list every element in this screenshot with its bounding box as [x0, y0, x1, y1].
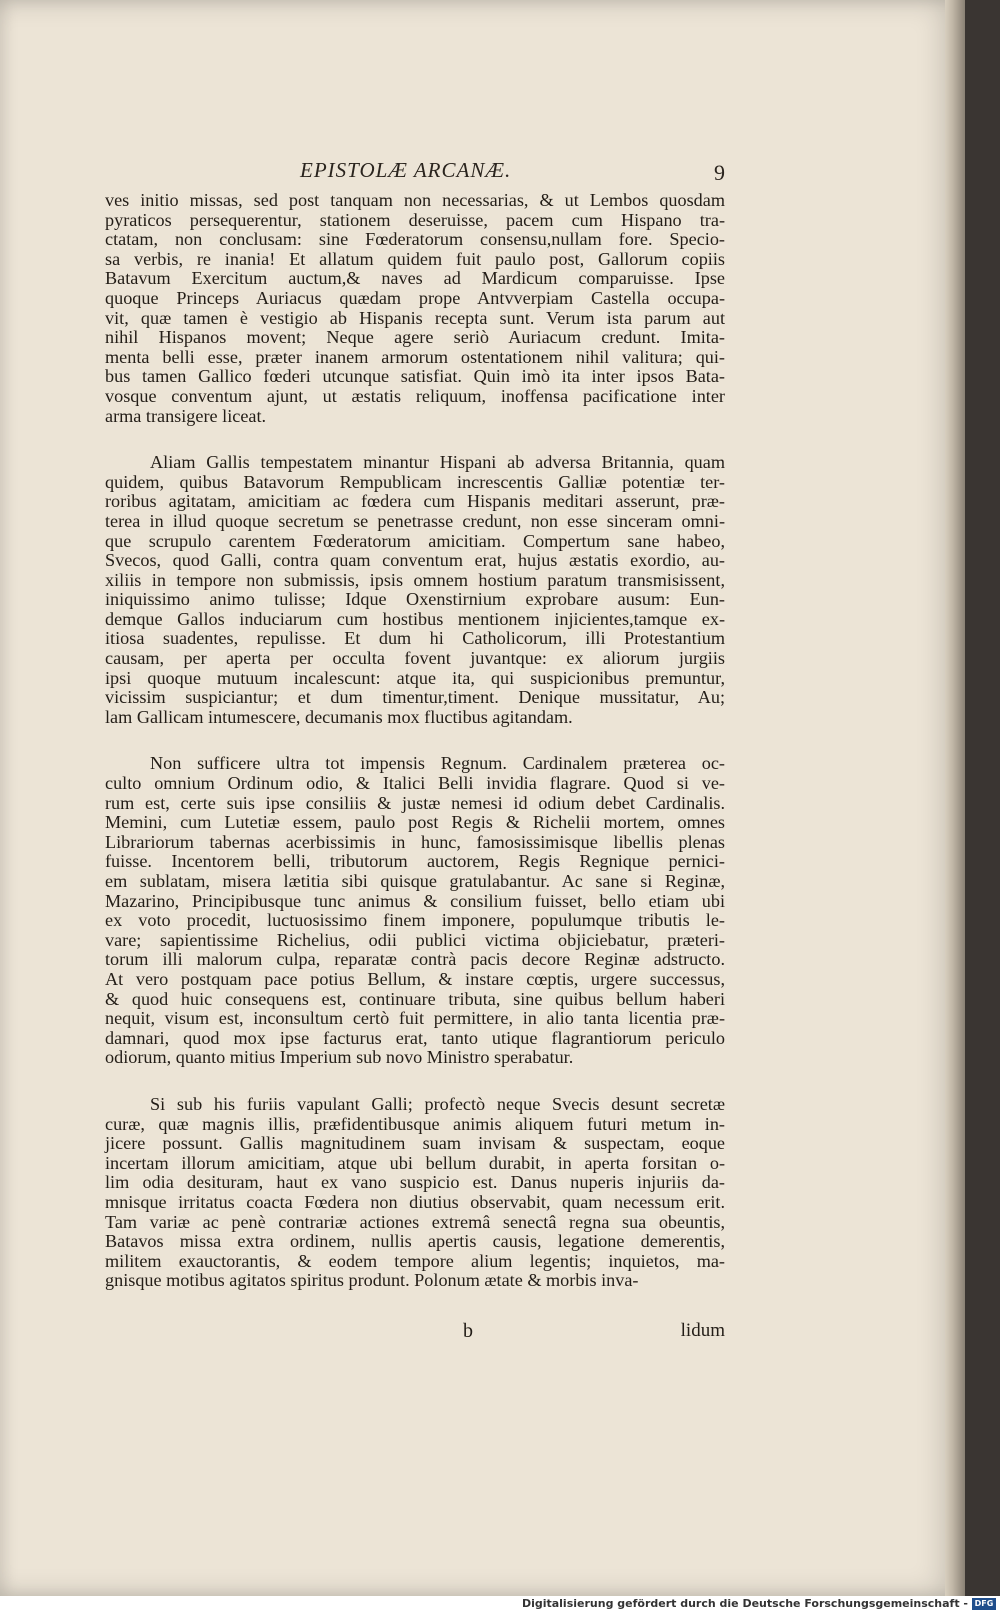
- digitization-bar: [0, 1596, 1000, 1613]
- text-line: militem exauctorantis, & eodem tempore alium legentis; inquietos, ma-: [105, 1250, 725, 1271]
- page-number: 9: [714, 160, 725, 185]
- text-line: lim odia desituram, haut ex vano suspicio est. Danus nuperis injuriis da-: [105, 1172, 725, 1193]
- text-line: Librariorum tabernas acerbissimis in hunc, famosissimisque libellis plenas: [105, 831, 725, 852]
- text-line: incertam illorum amicitiam, atque ubi bellum durabit, in aperta forsitan o-: [105, 1152, 725, 1173]
- text-line: ipsi quoque mutuum incalescunt: atque ita, qui suspicionibus premuntur,: [105, 667, 725, 688]
- text-line: lam Gallicam intumescere, decumanis mox fluctibus agitandam.: [105, 706, 573, 727]
- text-line: Batavum Exercitum auctum,& naves ad Mardicum comparuisse. Ipse: [105, 268, 725, 289]
- text-line: vicissim suspiciantur; et dum timentur,timent. Denique mussitatur, Au;: [105, 687, 725, 708]
- text-line: vit, quæ tamen è vestigio ab Hispanis recepta sunt. Verum ista parum aut: [105, 307, 725, 328]
- paragraph: [105, 754, 725, 1068]
- text-line: culto omnium Ordinum odio, & Italici Belli invidia flagrare. Quod si ve-: [105, 773, 725, 794]
- text-line: jicere possunt. Gallis magnitudinem suam invisam & suspectam, eoque: [105, 1133, 725, 1154]
- running-title: EPISTOLÆ ARCANÆ.: [300, 158, 512, 182]
- text-line: fuisse. Incentorem belli, tributorum auctorem, Regis Regnique pernici-: [105, 851, 725, 872]
- text-line: roribus agitatam, amicitiam ac fœdera cum Hispanis meditari asserunt, præ-: [105, 491, 725, 512]
- page-header: [105, 158, 725, 188]
- text-line: Mazarino, Principibusque tunc animus & consilium fuisset, bello etiam ubi: [105, 890, 725, 911]
- paragraph: [105, 1095, 725, 1291]
- text-line: Si sub his furiis vapulant Galli; profectò neque Svecis desunt secretæ: [150, 1093, 725, 1114]
- text-line: nequit, visum est, inconsultum certò fuit permittere, in alio tanta licentia præ-: [105, 1008, 725, 1029]
- text-line: que scrupulo carentem Fœderatorum amicitiam. Compertum sane habeo,: [105, 530, 725, 551]
- signature-mark: b: [463, 1320, 473, 1342]
- text-line: Non sufficere ultra tot impensis Regnum. Cardinalem præterea oc-: [150, 753, 725, 774]
- text-line: quidem, quibus Batavorum Rempublicam increscentis Galliæ potentiæ ter-: [105, 471, 725, 492]
- text-line: menta belli esse, præter inanem armorum ostentationem nihil valitura; qui-: [105, 346, 725, 367]
- digitization-notice: Digitalisierung gefördert durch die Deutsche Forschungsgemeinschaft -: [521, 1597, 968, 1610]
- text-line: nihil Hispanos movent; Neque agere seriò Auriacum credunt. Imita-: [105, 327, 725, 348]
- text-line: bus tamen Gallico fœderi utcunque satisfiat. Quin imò ita inter ipsos Bata-: [105, 366, 725, 387]
- text-line: pyraticos persequerentur, stationem deseruisse, pacem cum Hispano tra-: [105, 209, 725, 230]
- text-line: odiorum, quanto mitius Imperium sub novo Ministro sperabatur.: [105, 1047, 574, 1068]
- text-line: gnisque motibus agitatos spiritus produnt. Polonum ætate & morbis inva-: [105, 1270, 639, 1291]
- text-line: & quod huic consequens est, continuare tributa, sine quibus bellum haberi: [105, 988, 725, 1009]
- text-line: torum illi malorum culpa, reparatæ contrà pacis decore Reginæ adstructo.: [105, 949, 725, 970]
- body-text: [105, 191, 725, 1291]
- text-line: xiliis in tempore non submissis, ipsis omnem hostium paratum transmisissent,: [105, 569, 725, 590]
- page-edge: [945, 0, 965, 1596]
- text-line: em sublatam, misera lætitia sibi quisque gratulabantur. Ac sane si Reginæ,: [105, 871, 725, 891]
- text-line: ctatam, non conclusam: sine Fœderatorum consensu,nullam fore. Specio-: [105, 229, 725, 250]
- text-line: itiosa suadentes, repulisse. Et dum hi Catholicorum, illi Protestantium: [105, 628, 725, 649]
- paragraph: [105, 191, 725, 426]
- paragraph-gap: [105, 426, 725, 453]
- text-line: quoque Princeps Auriacus quædam prope Antvverpiam Castella occupa-: [105, 287, 725, 308]
- text-line: Batavos missa extra ordinem, nullis apertis causis, legatione demerentis,: [105, 1231, 725, 1252]
- text-line: mnisque irritatus coacta Fœdera non diutius observabit, quam necessum erit.: [105, 1191, 725, 1212]
- catchword: lidum: [680, 1320, 725, 1341]
- paragraph: [105, 453, 725, 727]
- text-line: damnari, quod mox ipse facturus erat, tanto utique flagrantiorum periculo: [105, 1027, 725, 1048]
- text-line: sa verbis, re inania! Et allatum quidem fuit paulo post, Gallorum copiis: [105, 248, 725, 269]
- text-line: iniquissimo animo tulisse; Idque Oxenstirnium exprobare ausum: Eun-: [105, 589, 725, 610]
- text-line: Tam variæ ac penè contrariæ actiones extremâ senectâ regna sua obeuntis,: [105, 1211, 725, 1232]
- text-line: Memini, cum Lutetiæ essem, paulo post Regis & Richelii mortem, omnes: [105, 812, 725, 833]
- text-line: causam, per aperta per occulta fovent juvantque: ex aliorum jurgiis: [105, 648, 725, 669]
- text-line: Svecos, quod Galli, contra quam conventum erat, hujus æstatis exordio, au-: [105, 550, 725, 571]
- text-line: terea in illud quoque secretum se penetrasse credunt, non esse sinceram omni-: [105, 510, 725, 531]
- text-line: ex voto procedit, luctuosissimo finem imponere, populumque tributis le-: [105, 910, 725, 931]
- text-line: vosque conventum ajunt, ut æstatis reliquum, inoffensa pacificatione inter: [105, 385, 725, 406]
- text-line: vare; sapientissime Richelius, odii publici victima objiciebatur, præteri-: [105, 929, 725, 950]
- text-line: arma transigere liceat.: [105, 405, 267, 426]
- text-line: Aliam Gallis tempestatem minantur Hispani ab adversa Britannia, quam: [150, 452, 725, 473]
- paragraph-gap: [105, 1068, 725, 1095]
- paragraph-gap: [105, 727, 725, 754]
- text-line: rum est, certe suis ipse consiliis & justæ nemesi id odium debet Cardinalis.: [105, 792, 725, 813]
- text-line: demque Gallos induciarum cum hostibus mentionem injicientes,tamque ex-: [105, 608, 725, 629]
- text-line: At vero postquam pace potius Bellum, & instare cœptis, urgere successus,: [105, 968, 725, 989]
- dfg-logo-icon: DFG: [972, 1598, 996, 1610]
- page-footer: [105, 1320, 725, 1346]
- text-line: curæ, quæ magnis illis, præfidentibusque animis aliquem futuri metum in-: [105, 1113, 725, 1134]
- text-line: ves initio missas, sed post tanquam non necessarias, & ut Lembos quosdam: [105, 190, 725, 210]
